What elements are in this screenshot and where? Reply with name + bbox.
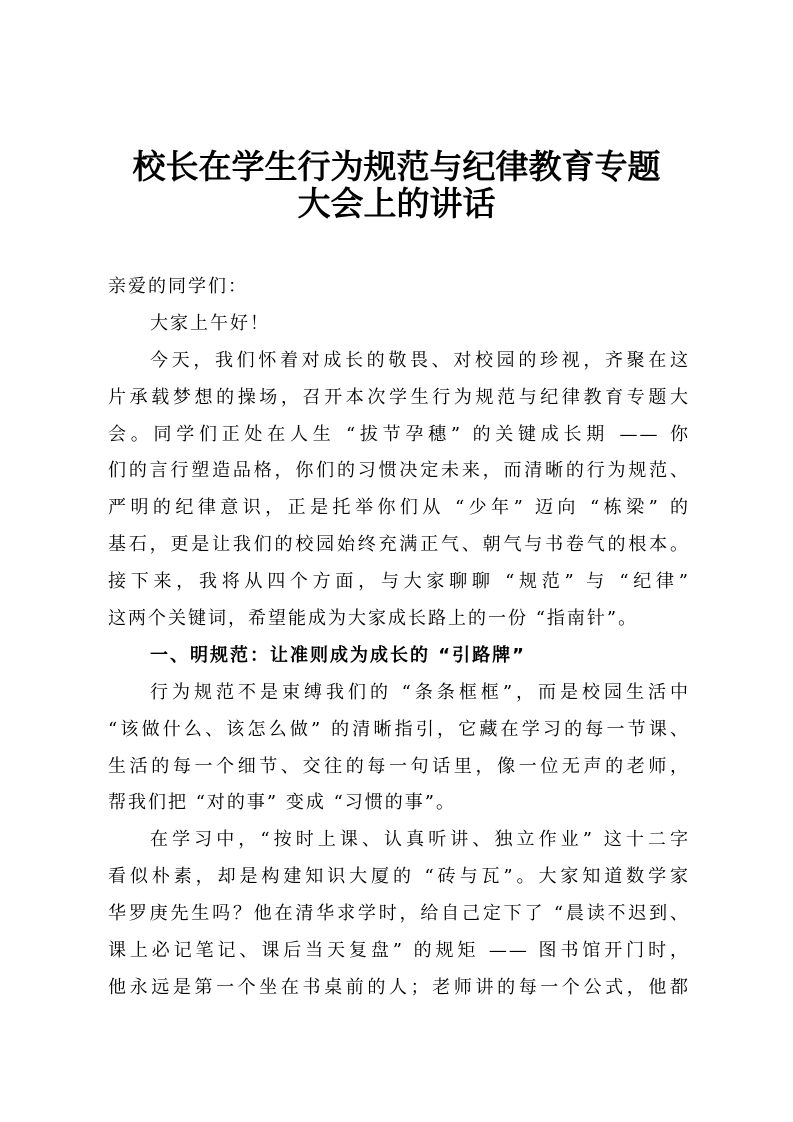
text-line: 大家上午好！ [150, 312, 270, 334]
paragraph [108, 822, 690, 1006]
paragraph [108, 269, 690, 306]
text-line: 严明的纪律意识，正是托举你们从 “少年” 迈向 “栋梁” 的 [108, 497, 690, 519]
text-line: 他永远是第一个坐在书桌前的人；老师讲的每一个公式，他都 [108, 976, 690, 998]
paragraph [108, 675, 690, 823]
text-line: 看似朴素，却是构建知识大厦的 “砖与瓦”。大家知道数学家 [108, 866, 690, 888]
text-line: 接下来，我将从四个方面，与大家聊聊 “规范” 与 “纪律” [108, 571, 690, 593]
text-line: 亲爱的同学们： [108, 276, 248, 297]
title-line-2: 大会上的讲话 [297, 184, 496, 223]
paragraph [108, 306, 690, 343]
text-line: 华罗庚先生吗？他在清华求学时，给自己定下了 “晨读不迟到、 [108, 903, 690, 925]
text-line: 在学习中，“按时上课、认真听讲、独立作业” 这十二字 [150, 829, 690, 851]
text-line: 们的言行塑造品格，你们的习惯决定未来，而清晰的行为规范、 [108, 460, 690, 482]
text-line: 生活的每一个细节、交往的每一句话里，像一位无声的老师， [108, 755, 690, 777]
paragraph [108, 343, 690, 638]
text-line: 片承载梦想的操场，召开本次学生行为规范与纪律教育专题大 [108, 386, 690, 408]
section-heading [108, 638, 690, 675]
text-line: 这两个关键词，希望能成为大家成长路上的一份 “指南针”。 [108, 608, 639, 630]
text-line: 课上必记笔记、课后当天复盘” 的规矩 —— 图书馆开门时， [108, 940, 690, 962]
text-line: 行为规范不是束缚我们的 “条条框框”，而是校园生活中 [150, 681, 690, 703]
title-line-1: 校长在学生行为规范与纪律教育专题 [132, 147, 661, 186]
text-line: 会。同学们正处在人生 “拔节孕穗” 的关键成长期 —— 你 [108, 423, 690, 445]
document-body [108, 269, 690, 1007]
document-title [0, 148, 793, 222]
text-line: 一、明规范：让准则成为成长的 “引路牌” [150, 644, 526, 666]
text-line: 帮我们把 “对的事” 变成 “习惯的事”。 [108, 792, 456, 814]
text-line: 基石，更是让我们的校园始终充满正气、朝气与书卷气的根本。 [108, 534, 690, 556]
text-line: 今天，我们怀着对成长的敬畏、对校园的珍视，齐聚在这 [150, 349, 690, 371]
text-line: “该做什么、该怎么做” 的清晰指引，它藏在学习的每一节课、 [108, 718, 690, 740]
